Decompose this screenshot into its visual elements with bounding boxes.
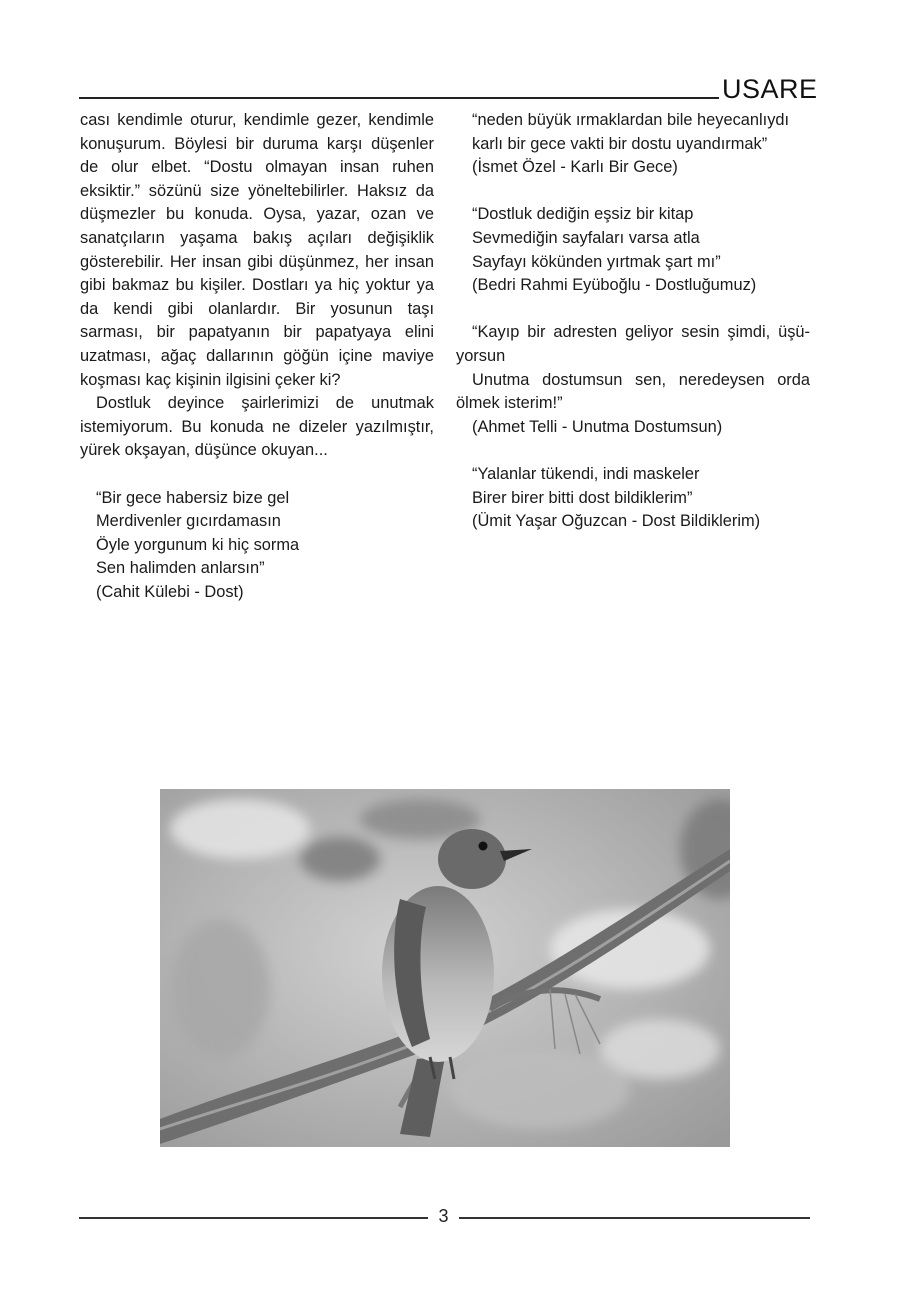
poem-line: Sen halimden anlarsın” bbox=[96, 559, 265, 578]
poem-credit: (İsmet Özel - Karlı Bir Gece) bbox=[472, 158, 678, 177]
poem-line: karlı bir gece vakti bir dostu uyandırmak” bbox=[472, 134, 768, 153]
poem-credit: (Bedri Rahmi Eyüboğlu - Dostluğumuz) bbox=[472, 276, 757, 295]
poem-line: yorsun bbox=[456, 346, 506, 365]
bird-photo bbox=[160, 789, 730, 1147]
poem-line: Öyle yorgunum ki hiç sorma bbox=[96, 535, 300, 554]
poem-ismet-ozel bbox=[456, 109, 810, 180]
body-paragraph-1: cası kendimle oturur, kendimle gezer, kendimle konuşurum. Böylesi bir duruma karşı düşenler de olur elbet. “Dostu olmayan insan ruhen eksiktir.” sözünü size yöneltebilirler. Haksız da düşmezler bu konuda. Oysa, yazar, ozan ve sanatçıların yaşama bakış açıları değişiklik gösterebilir. Her insan gibi düşünmez, her insan gibi bakmaz bu kişiler. Dostları ya hiç yoktur ya da kendi gibi olanlardır. Bir yosunun taşı sarması, bir papatyanın bir papatyaya elini uzatması, ağaç dallarının göğün içine maviye koşması kaç kişinin ilgisini çeker ki? bbox=[80, 111, 434, 389]
footer-rule-left bbox=[79, 1217, 428, 1219]
poem-umit-yasar bbox=[456, 463, 810, 534]
poem-line: Merdivenler gıcırdamasın bbox=[96, 512, 281, 531]
page-footer bbox=[79, 1203, 810, 1233]
poem-line: “Dostluk dediğin eşsiz bir kitap bbox=[472, 205, 694, 224]
magazine-brand: USARE bbox=[722, 74, 818, 104]
poem-ahmet-telli bbox=[456, 321, 810, 439]
header-rule bbox=[79, 97, 719, 99]
body-paragraph-2: Dostluk deyince şairlerimizi de unutmak istemiyorum. Bu konuda ne dizeler yazılmıştır, yürek okşayan, düşünce okuyan... bbox=[80, 394, 434, 460]
poem-credit: (Cahit Külebi - Dost) bbox=[96, 582, 244, 601]
poem-line: “Bir gece habersiz bize gel bbox=[96, 488, 290, 507]
poem-line: ölmek isterim!” bbox=[456, 394, 563, 413]
right-column bbox=[456, 109, 810, 557]
poem-line: Unutma dostumsun sen, neredeysen orda bbox=[472, 370, 810, 389]
poem-line: “Yalanlar tükendi, indi maskeler bbox=[472, 464, 700, 483]
poem-cahit-kulebi bbox=[80, 487, 434, 605]
footer-rule-right bbox=[459, 1217, 810, 1219]
page-number: 3 bbox=[438, 1206, 449, 1226]
poem-line: Sayfayı kökünden yırtmak şart mı” bbox=[472, 252, 721, 271]
poem-credit: (Ümit Yaşar Oğuzcan - Dost Bildiklerim) bbox=[472, 512, 761, 531]
poem-line: “Kayıp bir adresten geliyor sesin şimdi, üşü- bbox=[472, 323, 810, 342]
poem-bedri-rahmi bbox=[456, 203, 810, 297]
poem-line: Sevmediğin sayfaları varsa atla bbox=[472, 228, 700, 247]
left-column bbox=[80, 109, 434, 604]
poem-line: “neden büyük ırmaklardan bile heyecanlıydı bbox=[472, 111, 790, 129]
poem-credit: (Ahmet Telli - Unutma Dostumsun) bbox=[472, 417, 723, 436]
poem-line: Birer birer bitti dost bildiklerim” bbox=[472, 488, 693, 507]
